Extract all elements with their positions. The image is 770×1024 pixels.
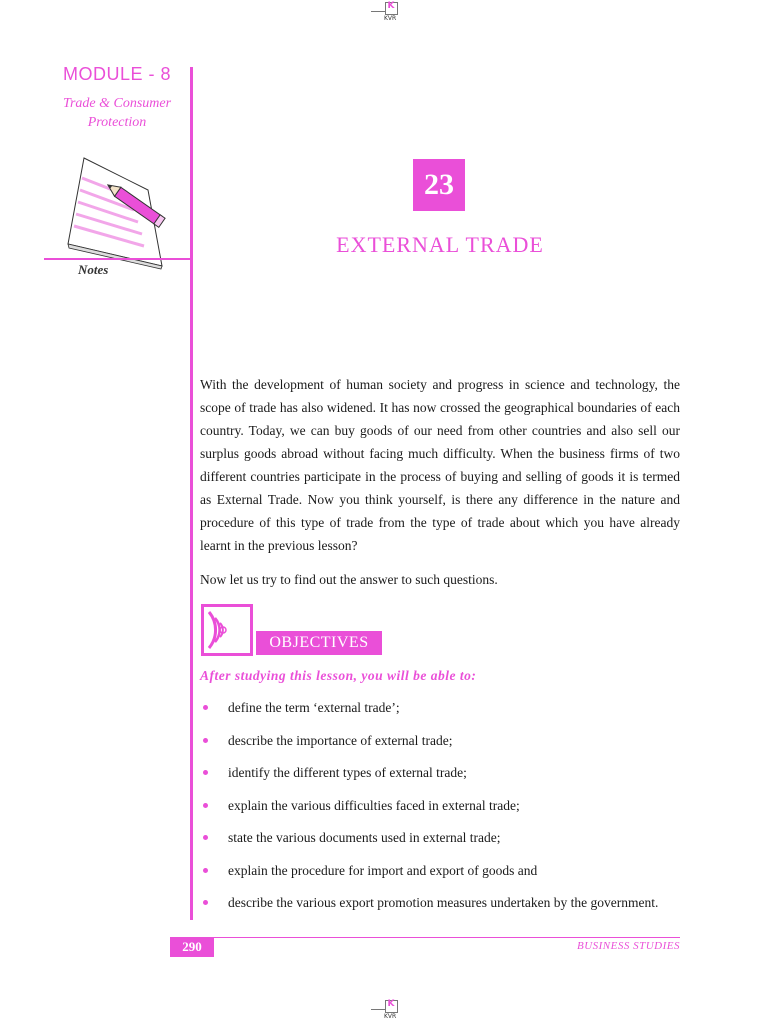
objective-item bbox=[200, 697, 690, 730]
book-title: BUSINESS STUDIES bbox=[576, 940, 680, 952]
objectives-list bbox=[200, 697, 690, 925]
kvr-watermark-text: KVR bbox=[384, 1013, 397, 1020]
objectives-intro: After studying this lesson, you will be able to: bbox=[200, 668, 477, 683]
kvr-watermark-top: K KVR bbox=[371, 2, 401, 24]
kvr-watermark-text: KVR bbox=[384, 15, 397, 22]
notes-label: Notes bbox=[78, 262, 109, 277]
objective-text: identify the different types of external trade; bbox=[228, 765, 467, 780]
module-subtitle-line2: Protection bbox=[87, 115, 147, 130]
objective-item bbox=[200, 730, 690, 763]
objective-item bbox=[200, 827, 690, 860]
chapter-title: EXTERNAL TRADE bbox=[336, 232, 544, 257]
chapter-number: 23 bbox=[413, 159, 465, 211]
objective-text: describe the various export promotion measures undertaken by the government. bbox=[228, 895, 659, 910]
target-rings-icon bbox=[201, 604, 253, 656]
objective-item bbox=[200, 860, 690, 893]
module-title: MODULE - 8 bbox=[62, 64, 172, 84]
margin-divider bbox=[190, 67, 193, 920]
notes-divider bbox=[44, 258, 190, 260]
bullet-icon bbox=[203, 770, 208, 775]
module-subtitle bbox=[44, 94, 190, 132]
objective-text: state the various documents used in external trade; bbox=[228, 830, 501, 845]
footer-rule bbox=[170, 937, 680, 938]
intro-paragraph: With the development of human society and progress in science and technology, the scope of trade has also widened. It has now crossed the geographical boundaries of each country. Today, we can buy goods of our need from other countries and also sell our surplus goods abroad without facing much difficulty. When the business firms of two different countries participate in the process of buying and selling of goods it is termed as External Trade. Now you think yourself, is there any difference in the nature and procedure of this type of trade from the type of trade about which you have already learnt in the previous lesson? bbox=[200, 377, 680, 553]
objective-item bbox=[200, 762, 690, 795]
objective-item bbox=[200, 892, 690, 925]
question-paragraph: Now let us try to find out the answer to such questions. bbox=[200, 572, 498, 587]
objective-text: define the term ‘external trade’; bbox=[228, 700, 400, 715]
objective-item bbox=[200, 795, 690, 828]
notepad-pencil-icon bbox=[66, 156, 176, 271]
page-number: 290 bbox=[170, 937, 214, 957]
module-subtitle-line1: Trade & Consumer bbox=[62, 96, 172, 111]
bullet-icon bbox=[203, 803, 208, 808]
bullet-icon bbox=[203, 868, 208, 873]
objective-text: describe the importance of external trade; bbox=[228, 732, 453, 748]
objective-text: explain the various difficulties faced in external trade; bbox=[228, 797, 520, 813]
bullet-icon bbox=[203, 835, 208, 840]
objectives-label: OBJECTIVES bbox=[256, 631, 382, 655]
bullet-icon bbox=[203, 705, 208, 710]
objective-text: explain the procedure for import and export of goods and bbox=[228, 862, 538, 878]
kvr-watermark-bottom: K KVR bbox=[371, 1000, 401, 1022]
bullet-icon bbox=[203, 900, 208, 905]
bullet-icon bbox=[203, 738, 208, 743]
